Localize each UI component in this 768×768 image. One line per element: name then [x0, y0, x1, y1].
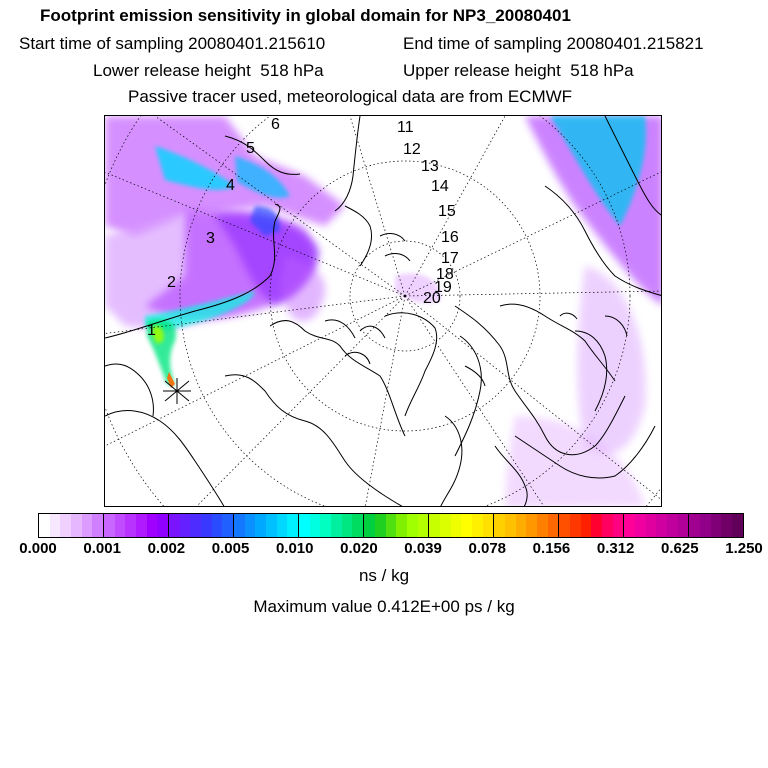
colorbar-segment [266, 514, 277, 537]
colorbar-segment [50, 514, 61, 537]
colorbar-segment [602, 514, 613, 537]
map-svg [105, 116, 662, 507]
colorbar-segment [732, 514, 743, 537]
colorbar-segment [581, 514, 592, 537]
colorbar-segment [310, 514, 321, 537]
colorbar-segment [558, 514, 570, 537]
colorbar-tick-label: 1.250 [725, 540, 763, 557]
colorbar-segment [103, 514, 115, 537]
colorbar-segment [505, 514, 516, 537]
lower-height-value: 518 hPa [260, 61, 324, 80]
colorbar-tick-label: 0.005 [211, 540, 250, 557]
colorbar-segment [526, 514, 537, 537]
colorbar-segment [688, 514, 700, 537]
colorbar-segment [320, 514, 331, 537]
colorbar-segment [201, 514, 212, 537]
footprint-map [104, 115, 662, 507]
colorbar-segment [375, 514, 386, 537]
trajectory-label-16: 16 [441, 229, 459, 246]
colorbar-tick-label: 0.156 [532, 540, 571, 557]
colorbar-segment [39, 514, 50, 537]
trajectory-label-3: 3 [206, 230, 215, 247]
trajectory-label-20: 20 [423, 290, 441, 307]
colorbar-segment [233, 514, 245, 537]
colorbar-segment [613, 514, 624, 537]
colorbar-segment [591, 514, 602, 537]
trajectory-label-13: 13 [421, 158, 439, 175]
trajectory-label-17: 17 [441, 250, 459, 267]
colorbar-segment [635, 514, 646, 537]
upper-height-label: Upper release height [403, 61, 561, 80]
colorbar-segment [245, 514, 256, 537]
colorbar-segment [277, 514, 288, 537]
colorbar-tick-label: 0.312 [596, 540, 635, 557]
end-time-label: End time of sampling [403, 34, 562, 53]
upper-height-line [403, 61, 634, 81]
colorbar-segment [136, 514, 147, 537]
trajectory-label-2: 2 [167, 274, 176, 291]
colorbar-segment [396, 514, 407, 537]
colorbar-tick-label: 0.000 [19, 540, 57, 557]
colorbar-segment [440, 514, 451, 537]
start-time-label: Start time of sampling [19, 34, 184, 53]
maximum-value-label: Maximum value [253, 597, 373, 616]
colorbar-segment [331, 514, 342, 537]
trajectory-label-19: 19 [434, 279, 452, 296]
colorbar-tick-label: 0.078 [468, 540, 507, 557]
colorbar-segment [92, 514, 103, 537]
colorbar-segment [667, 514, 678, 537]
lower-height-label: Lower release height [93, 61, 251, 80]
colorbar-segment [342, 514, 353, 537]
colorbar-segment [428, 514, 440, 537]
colorbar-segment [386, 514, 397, 537]
colorbar-segment [352, 514, 363, 537]
colorbar-tick-label: 0.625 [661, 540, 699, 557]
colorbar-tick-label: 0.020 [340, 540, 378, 557]
colorbar-segment [222, 514, 233, 537]
upper-height-value: 518 hPa [570, 61, 634, 80]
trajectory-label-12: 12 [403, 141, 421, 158]
colorbar-segment [493, 514, 505, 537]
trajectory-label-4: 4 [226, 177, 235, 194]
lower-height-line [93, 61, 324, 81]
colorbar-segment [82, 514, 93, 537]
colorbar-segment [516, 514, 527, 537]
trajectory-label-6: 6 [271, 116, 280, 133]
trajectory-label-15: 15 [438, 203, 456, 220]
colorbar-segment [711, 514, 722, 537]
colorbar-segment [60, 514, 71, 537]
start-time-value: 20080401.215610 [188, 34, 326, 53]
colorbar-segment [168, 514, 180, 537]
maximum-value [0, 597, 768, 617]
colorbar-segment [721, 514, 732, 537]
colorbar-segment [287, 514, 298, 537]
colorbar-segment [147, 514, 158, 537]
colorbar-segment [548, 514, 559, 537]
colorbar-segment [472, 514, 483, 537]
colorbar-tick-label: 0.010 [275, 540, 314, 557]
colorbar-segment [418, 514, 429, 537]
colorbar-segment [190, 514, 201, 537]
colorbar-segment [483, 514, 494, 537]
trajectory-label-18: 18 [436, 266, 454, 283]
maximum-value-number: 0.412E+00 ps / kg [377, 597, 515, 616]
end-time-line [403, 34, 704, 54]
colorbar-segment [157, 514, 168, 537]
colorbar-segment [461, 514, 472, 537]
colorbar-segment [570, 514, 581, 537]
colorbar-segment [298, 514, 310, 537]
plot-title: Footprint emission sensitivity in global domain for NP3_20080401 [40, 6, 571, 25]
colorbar-segment [656, 514, 667, 537]
trajectory-label-14: 14 [431, 178, 449, 195]
colorbar-segment [255, 514, 266, 537]
start-time-line [19, 34, 325, 54]
colorbar-segment [646, 514, 657, 537]
colorbar-tick-label: 0.039 [404, 540, 442, 557]
colorbar-segment [700, 514, 711, 537]
colorbar-segment [537, 514, 548, 537]
colorbar-segment [212, 514, 223, 537]
colorbar-segment [623, 514, 635, 537]
colorbar-segment [451, 514, 462, 537]
units-label: ns / kg [358, 566, 410, 585]
sensitivity-field [105, 116, 662, 507]
end-time-value: 20080401.215821 [566, 34, 704, 53]
colorbar-segment [180, 514, 191, 537]
colorbar-segment [115, 514, 126, 537]
tracer-note: Passive tracer used, meteorological data are from ECMWF [128, 87, 573, 106]
colorbar-tick-label: 0.001 [83, 540, 121, 557]
colorbar [38, 513, 744, 538]
colorbar-tick-label: 0.002 [147, 540, 186, 557]
colorbar-segment [407, 514, 418, 537]
trajectory-label-1: 1 [147, 322, 156, 339]
colorbar-segment [125, 514, 136, 537]
trajectory-label-11: 11 [397, 119, 414, 136]
colorbar-segment [363, 514, 375, 537]
colorbar-segment [678, 514, 689, 537]
trajectory-label-5: 5 [246, 140, 255, 157]
colorbar-segment [71, 514, 82, 537]
